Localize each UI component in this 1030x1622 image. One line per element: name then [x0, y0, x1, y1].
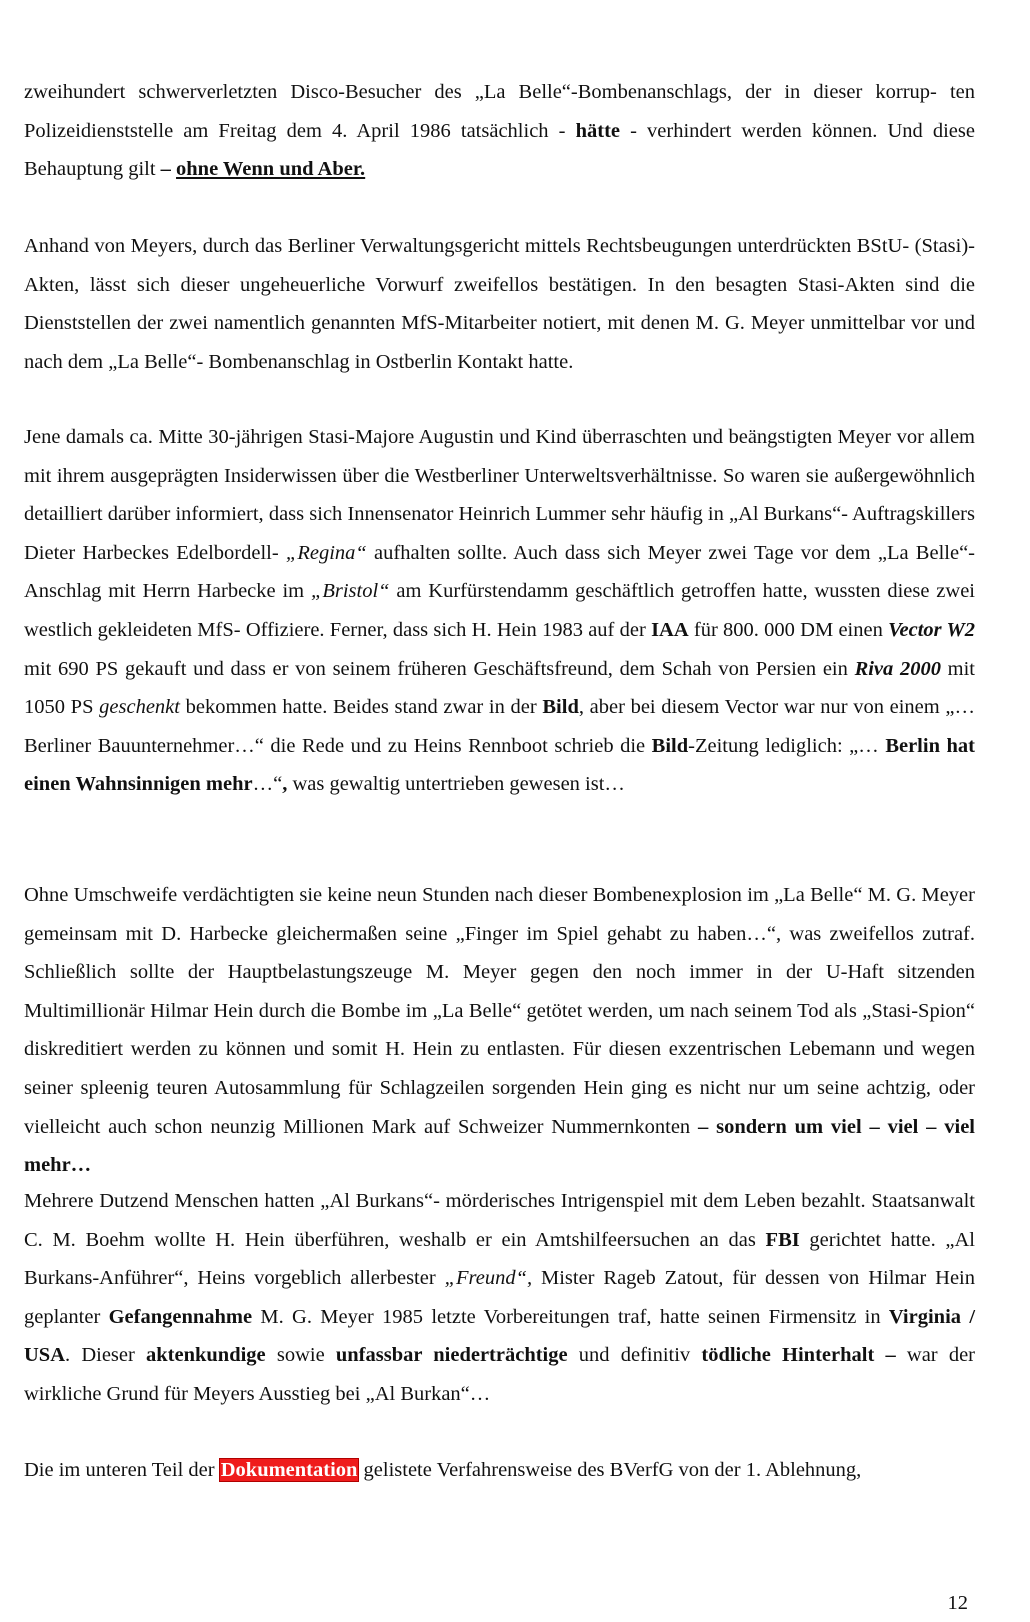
paragraph-2: [24, 227, 975, 381]
text-run: Vector W2: [888, 618, 975, 641]
text-run: Gefangennahme: [108, 1305, 253, 1328]
text-run: , aber bei diesem Vector war nur von einem „… Berliner Bauunternehmer…“ die Rede und zu Heins Rennboot schrieb die: [24, 696, 975, 757]
text-run: FBI: [765, 1228, 800, 1251]
text-run: was gewaltig untertrieben gewesen ist…: [287, 773, 625, 796]
text-run: aktenkundige: [146, 1344, 266, 1367]
text-run: …“: [252, 773, 283, 796]
text-run: Jene damals ca. Mitte 30-jährigen Stasi-Majore Augustin und Kind überraschten und beängstigten Meyer vor allem mit ihrem ausgeprägten Insiderwissen über die Westberliner Unterweltsverhältnisse. So waren sie außergewöhnlich detailliert darüber informiert, dass sich Innensenator Heinrich Lummer sehr häufig in „Al Burkans“- Auftragskillers Dieter Harbeckes Edelbordell-: [24, 426, 975, 564]
text-run: hätte: [575, 119, 620, 142]
text-run: - verhindert werden können. Und diese Behauptung gilt: [24, 119, 975, 181]
text-run: Die im unteren Teil der: [24, 1459, 220, 1481]
text-run: ,: [718, 1267, 724, 1290]
page-number: 12: [947, 1592, 968, 1614]
text-run: –: [885, 1344, 896, 1367]
text-run: gerichtet hatte. „Al Burkans-Anführer“, Heins vorgeblich allerbester: [24, 1228, 975, 1290]
text-run: unfassbar niederträchtige: [335, 1344, 568, 1367]
text-run: „Freund“,: [444, 1267, 533, 1290]
text-run: geschenkt: [99, 696, 180, 719]
text-run: Mister Rageb Zatout: [532, 1267, 719, 1290]
paragraph-6: [24, 1451, 975, 1490]
text-run: Bild: [542, 696, 579, 719]
highlighted-link-text[interactable]: Dokumentation: [220, 1459, 358, 1481]
text-run: „Regina“: [285, 541, 367, 564]
text-run: gelistete Verfahrensweise des BVerfG von der 1. Ablehnung,: [358, 1459, 862, 1481]
text-run: Bild: [651, 734, 689, 757]
text-run: „Bristol“: [310, 580, 390, 603]
text-run: Riva 2000: [854, 657, 941, 680]
text-run: ohne Wenn und Aber.: [176, 158, 366, 181]
text-run: sowie: [265, 1344, 336, 1367]
text-run: war der wirkliche Grund für Meyers Ausstieg bei „Al Burkan“…: [24, 1344, 975, 1405]
text-run: M. G. Meyer 1985 letzte Vorbereitungen traf, hatte seinen Firmensitz in: [252, 1305, 889, 1328]
text-run: IAA: [651, 618, 689, 641]
text-run: . Dieser: [65, 1344, 147, 1367]
text-run: mit 690 PS gekauft und dass er von seinem früheren Geschäftsfreund, dem Schah von Persien ein: [24, 657, 855, 680]
text-run: aufhalten sollte. Auch dass sich Meyer zwei Tage vor dem „La Belle“-Anschlag mit Herrn Harbecke im: [24, 541, 975, 603]
text-run: tödliche Hinterhalt: [701, 1344, 875, 1367]
paragraph-5: [24, 1182, 975, 1414]
text-run: zweihundert schwerverletzten Disco-Besucher des „La Belle“-Bombenanschlags, der in dieser korrup- ten Polizeidienststelle am Freitag dem 4. April 1986 tatsächlich -: [24, 81, 975, 142]
text-run: Berlin hat einen Wahnsinnigen mehr: [24, 734, 975, 796]
text-run: bekommen hatte. Beides stand zwar in der: [179, 696, 543, 719]
text-run: [874, 1344, 885, 1366]
text-run: Mehrere Dutzend Menschen hatten „Al Burkans“- mörderisches Intrigenspiel mit dem Leben bezahlt. Staatsanwalt C. M. Boehm wollte H. Hein überführen, weshalb er ein Amtshilfeersuchen an das: [24, 1190, 975, 1251]
text-run: Ohne Umschweife verdächtigten sie keine neun Stunden nach dieser Bombenexplosion im „La Belle“ M. G. Meyer gemeinsam mit D. Harbecke gleichermaßen seine „Finger im Spiel gehabt zu haben…“, was zweifellos zutraf. Schließlich sollte der Hauptbelastungszeuge M. Meyer gegen den noch immer in der U-Haft sitzenden Multimillionär Hilmar Hein durch die Bombe im „La Belle“ getötet werden, um nach seinem Tod als „Stasi-Spion“ diskreditiert werden zu können und somit H. Hein zu entlasten. Für diesen exzentrischen Lebemann und wegen seiner spleenig teuren Autosammlung für Schlagzeilen sorgenden Hein ging es nicht nur um seine achtzig, oder vielleicht auch schon neunzig Millionen Mark auf Schweizer Nummernkonten: [24, 884, 975, 1138]
text-run: –: [160, 158, 177, 181]
text-run: -Zeitung lediglich: „…: [688, 734, 886, 757]
text-run: und definitiv: [567, 1344, 702, 1367]
text-run: mit 1050 PS: [24, 657, 975, 719]
text-run: am Kurfürstendamm geschäftlich getroffen hatte, wussten diese zwei westlich gekleideten MfS- Offiziere. Ferner, dass sich H. Hein 1983 auf der: [24, 580, 975, 641]
text-run: ,: [282, 773, 288, 796]
text-run: – sondern um viel – viel – viel mehr…: [24, 1115, 975, 1177]
text-run: für dessen von Hilmar Hein geplanter: [24, 1267, 976, 1328]
text-run: für 800. 000 DM einen: [688, 618, 889, 641]
paragraph-1: [24, 73, 975, 189]
text-run: Virginia / USA: [24, 1305, 976, 1367]
paragraph-3: [24, 418, 975, 804]
text-run: Anhand von Meyers, durch das Berliner Verwaltungsgericht mittels Rechtsbeugungen unterdrückten BStU- (Stasi)- Akten, lässt sich dieser ungeheuerliche Vorwurf zweifellos bestätigen. In den besagten Stasi-Akten sind die Dienststellen der zwei namentlich genannten MfS-Mitarbeiter notiert, mit denen M. G. Meyer unmittelbar vor und nach dem „La Belle“- Bombenanschlag in Ostberlin Kontakt hatte.: [24, 235, 975, 373]
paragraph-4: [24, 876, 975, 1185]
